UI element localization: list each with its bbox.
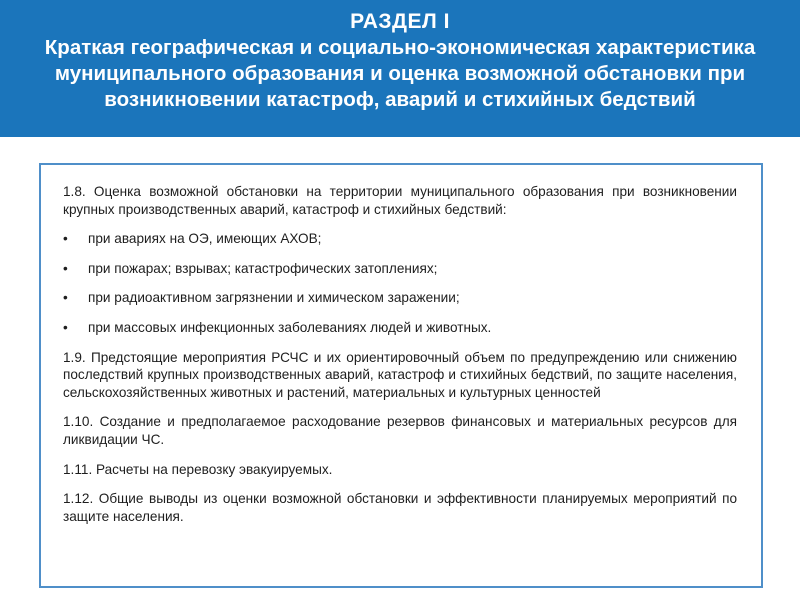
item-1-10: 1.10. Создание и предполагаемое расходование резервов финансовых и материальных ресурсов для ликвидации ЧС. bbox=[63, 414, 737, 447]
section-heading-line-1: Краткая географическая и социально-экономическая характеристика bbox=[44, 36, 756, 59]
bullet-text: при массовых инфекционных заболеваниях людей и животных. bbox=[88, 319, 492, 335]
bullet-item bbox=[63, 260, 737, 278]
header-banner bbox=[0, 0, 800, 137]
section-heading-line-2: муниципального образования и оценка возможной обстановки при bbox=[54, 62, 746, 85]
section-heading-line-3: возникновении катастроф, аварий и стихийных бедствий bbox=[104, 88, 696, 111]
item-1-12: 1.12. Общие выводы из оценки возможной обстановки и эффективности планируемых мероприятий по защите населения. bbox=[63, 491, 737, 524]
bullet-marker: • bbox=[63, 231, 68, 247]
bullet-marker: • bbox=[63, 290, 68, 306]
section-title: РАЗДЕЛ I bbox=[350, 10, 450, 33]
item-1-9: 1.9. Предстоящие мероприятия РСЧС и их ориентировочный объем по предупреждению или снижению последствий крупных производственных аварий, катастроф и стихийных бедствий, по защите населения, сельскохозяйственных животных и растений, материальных и культурных ценностей bbox=[63, 349, 737, 400]
bullet-text: при авариях на ОЭ, имеющих АХОВ; bbox=[88, 231, 322, 247]
bullet-item bbox=[63, 230, 737, 248]
bullet-marker: • bbox=[63, 260, 68, 276]
item-1-11: 1.11. Расчеты на перевозку эвакуируемых. bbox=[63, 461, 333, 477]
bullet-text: при пожарах; взрывах; катастрофических затоплениях; bbox=[88, 260, 438, 276]
content-box bbox=[39, 163, 763, 588]
bullet-item bbox=[63, 319, 737, 337]
bullet-item bbox=[63, 289, 737, 307]
bullet-marker: • bbox=[63, 319, 68, 335]
item-1-8: 1.8. Оценка возможной обстановки на территории муниципального образования при возникновении крупных производственных аварий, катастроф и стихийных бедствий: bbox=[63, 184, 737, 217]
bullet-text: при радиоактивном загрязнении и химическом заражении; bbox=[88, 290, 460, 306]
